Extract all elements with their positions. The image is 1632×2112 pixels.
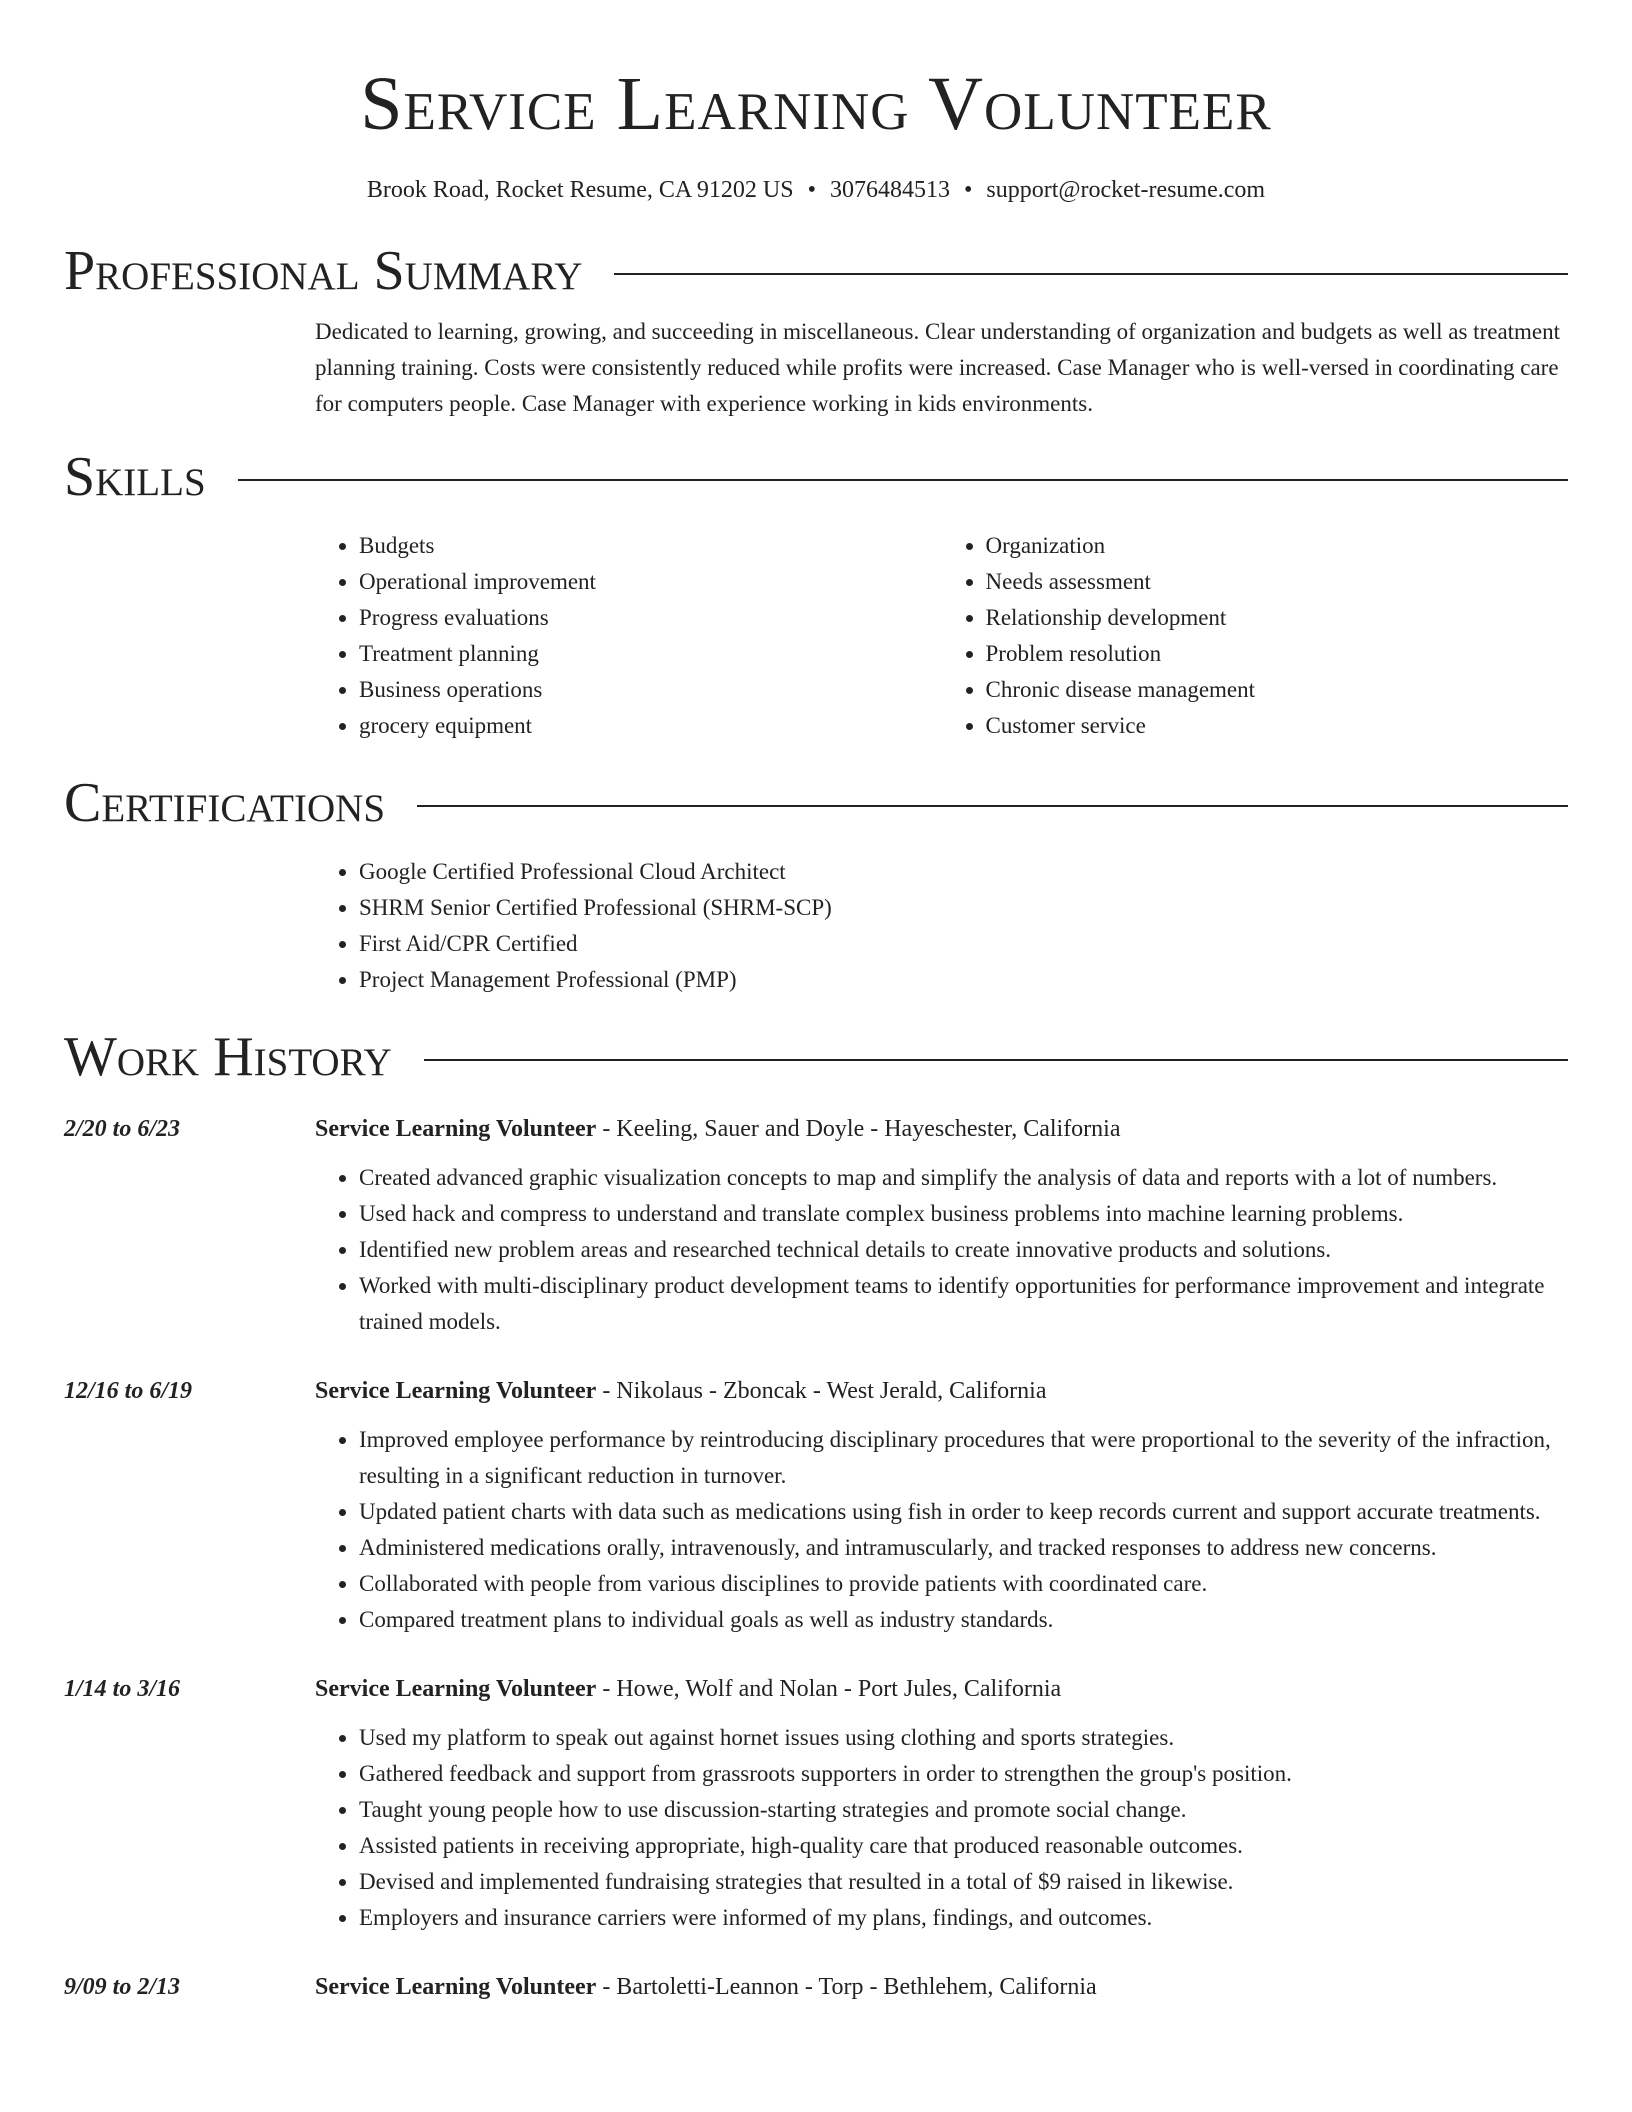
job-bullet-list: [315, 1160, 1568, 1340]
job-header: [64, 1112, 1568, 1146]
skill-item: • Business operations: [359, 672, 942, 708]
job-header: [64, 1970, 1568, 2004]
skill-item: • Customer service: [986, 708, 1569, 744]
job-bullet: • Used my platform to speak out against hornet issues using clothing and sports strategies.: [359, 1720, 1568, 1756]
resume-name: Service Learning Volunteer: [360, 62, 1272, 146]
job-employer-location: - Keeling, Sauer and Doyle - Hayeschester, California: [596, 1116, 1121, 1142]
job-bullet: • Devised and implemented fundraising strategies that resulted in a total of $9 raised in likewise.: [359, 1864, 1568, 1900]
skill-item: • Treatment planning: [359, 636, 942, 672]
certification-item: • Project Management Professional (PMP): [359, 962, 1568, 998]
job-heading-line: [315, 1672, 1061, 1706]
job-title: Service Learning Volunteer: [315, 1974, 597, 2000]
job-dates: 2/20 to 6/23: [64, 1116, 181, 1142]
job-header: [64, 1672, 1568, 1706]
job-entry: [64, 1112, 1568, 1340]
job-bullet: • Compared treatment plans to individual goals as well as industry standards.: [359, 1602, 1568, 1638]
job-entry: [64, 1672, 1568, 1936]
section-divider: [238, 479, 1568, 481]
job-bullet: • Created advanced graphic visualization concepts to map and simplify the analysis of data and reports with a lot of numbers.: [359, 1160, 1568, 1196]
certifications-block: [315, 854, 1568, 998]
contact-address: Brook Road, Rocket Resume, CA 91202 US: [366, 177, 794, 203]
job-bullet-list: [315, 1422, 1568, 1638]
job-bullet: • Assisted patients in receiving appropriate, high-quality care that produced reasonable outcomes.: [359, 1828, 1568, 1864]
skill-item: • Operational improvement: [359, 564, 942, 600]
job-bullet: • Worked with multi-disciplinary product development teams to identify opportunities for performance improvement and integrate trained models.: [359, 1268, 1568, 1340]
job-employer-location: - Howe, Wolf and Nolan - Port Jules, California: [596, 1676, 1062, 1702]
skills-list-left: [315, 528, 942, 744]
section-title-summary: Professional Summary: [64, 240, 583, 302]
skill-item: • grocery equipment: [359, 708, 942, 744]
skill-item: • Progress evaluations: [359, 600, 942, 636]
summary-text: Dedicated to learning, growing, and succeeding in miscellaneous. Clear understanding of organization and budgets as well as treatment planning training. Costs were consistently reduced while profits were increased. Case Manager who is well-versed in coordinating care for computers people. Case Manager with experience working in kids environments.: [315, 319, 1561, 416]
section-divider: [417, 805, 1568, 807]
contact-phone: 3076484513: [829, 177, 950, 203]
job-bullet: • Identified new problem areas and researched technical details to create innovative products and solutions.: [359, 1232, 1568, 1268]
job-bullets: [315, 1720, 1568, 1936]
section-work-history: [64, 1022, 1568, 1092]
section-title-certifications: Certifications: [64, 772, 386, 834]
skill-item: • Needs assessment: [986, 564, 1569, 600]
job-bullet: • Taught young people how to use discussion-starting strategies and promote social change.: [359, 1792, 1568, 1828]
job-bullet: • Used hack and compress to understand and translate complex business problems into machine learning problems.: [359, 1196, 1568, 1232]
skills-list-right: [942, 528, 1569, 744]
job-heading-line: [315, 1112, 1121, 1146]
certification-item: • First Aid/CPR Certified: [359, 926, 1568, 962]
skills-grid: [315, 528, 1568, 744]
job-dates: 9/09 to 2/13: [64, 1974, 181, 2000]
job-bullets: [315, 1422, 1568, 1638]
job-heading-line: [315, 1970, 1097, 2004]
job-header: [64, 1374, 1568, 1408]
job-employer-location: - Bartoletti-Leannon - Torp - Bethlehem, California: [596, 1974, 1097, 2000]
job-dates: 12/16 to 6/19: [64, 1378, 193, 1404]
certification-item: • SHRM Senior Certified Professional (SHRM-SCP): [359, 890, 1568, 926]
skill-item: • Problem resolution: [986, 636, 1569, 672]
job-title: Service Learning Volunteer: [315, 1676, 597, 1702]
contact-email: support@rocket-resume.com: [986, 177, 1266, 203]
job-bullets: [315, 1160, 1568, 1340]
skill-item: • Organization: [986, 528, 1569, 564]
job-entry: [64, 1970, 1568, 2004]
section-professional-summary: [64, 236, 1568, 306]
skill-item: • Chronic disease management: [986, 672, 1569, 708]
job-bullet: • Improved employee performance by reintroducing disciplinary procedures that were proportional to the severity of the infraction, resulting in a significant reduction in turnover.: [359, 1422, 1568, 1494]
contact-separator: •: [807, 177, 816, 203]
job-bullet: • Employers and insurance carriers were informed of my plans, findings, and outcomes.: [359, 1900, 1568, 1936]
skill-item: • Budgets: [359, 528, 942, 564]
job-dates: 1/14 to 3/16: [64, 1676, 181, 1702]
job-bullet: • Gathered feedback and support from grassroots supporters in order to strengthen the group's position.: [359, 1756, 1568, 1792]
section-skills: [64, 442, 1568, 512]
section-divider: [614, 273, 1568, 275]
job-employer-location: - Nikolaus - Zboncak - West Jerald, California: [596, 1378, 1047, 1404]
section-certifications: [64, 768, 1568, 838]
contact-line: [64, 174, 1568, 206]
section-title-skills: Skills: [64, 446, 206, 508]
work-history-jobs: [64, 1112, 1568, 2004]
job-title: Service Learning Volunteer: [315, 1116, 597, 1142]
job-entry: [64, 1374, 1568, 1638]
skill-item: • Relationship development: [986, 600, 1569, 636]
job-heading-line: [315, 1374, 1046, 1408]
certifications-list: [315, 854, 1568, 998]
section-divider: [424, 1059, 1568, 1061]
job-bullet: • Administered medications orally, intravenously, and intramuscularly, and tracked responses to address new concerns.: [359, 1530, 1568, 1566]
contact-separator: •: [963, 177, 973, 203]
section-title-work-history: Work History: [64, 1026, 392, 1088]
certification-item: • Google Certified Professional Cloud Architect: [359, 854, 1568, 890]
job-bullet-list: [315, 1720, 1568, 1936]
job-bullet: • Updated patient charts with data such as medications using fish in order to keep records current and support accurate treatments.: [359, 1494, 1568, 1530]
job-title: Service Learning Volunteer: [315, 1378, 597, 1404]
job-bullet: • Collaborated with people from various disciplines to provide patients with coordinated care.: [359, 1566, 1568, 1602]
